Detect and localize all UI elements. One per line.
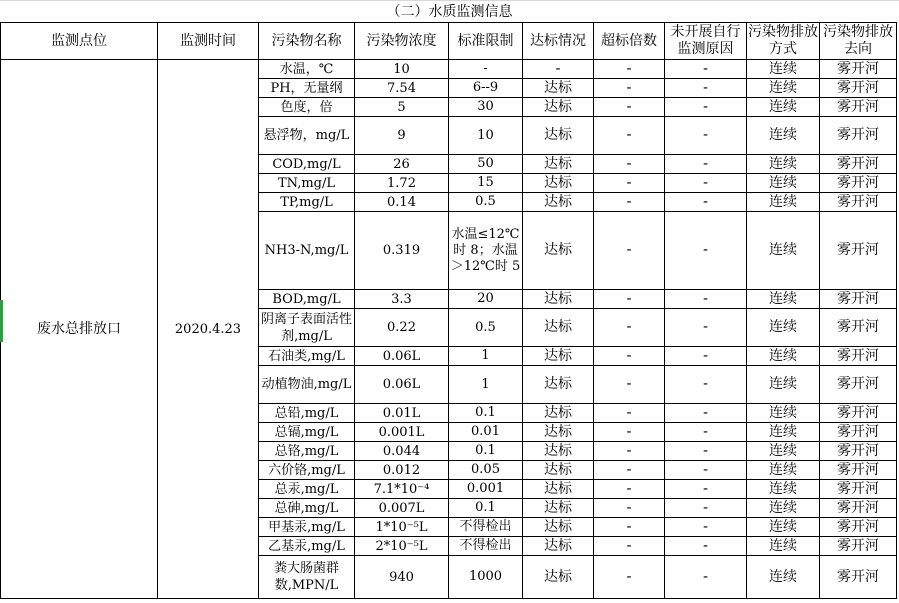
exceed-cell: - [594,518,665,537]
mode-cell: 连续 [747,423,820,442]
destination-cell: 雾开河 [820,212,897,290]
limit-cell: 6--9 [449,79,523,98]
concentration-cell: 0.14 [355,193,449,212]
compliance-cell: 达标 [523,537,594,556]
concentration-cell: 7.54 [355,79,449,98]
pollutant-name-cell: 石油类,mg/L [259,347,355,366]
reason-cell: - [665,98,747,117]
destination-cell: 雾开河 [820,518,897,537]
concentration-cell: 0.012 [355,461,449,480]
concentration-cell: 9 [355,117,449,155]
pollutant-name-cell: 悬浮物，mg/L [259,117,355,155]
exceed-cell: - [594,290,665,309]
reason-cell: - [665,499,747,518]
exceed-cell: - [594,499,665,518]
col-mode: 污染物排放方式 [747,23,820,60]
destination-cell: 雾开河 [820,480,897,499]
limit-cell: 水温≤12℃时 8；水温＞12℃时 5 [449,212,523,290]
pollutant-name-cell: 水温，℃ [259,60,355,79]
destination-cell: 雾开河 [820,309,897,347]
col-pollutant: 污染物名称 [259,23,355,60]
mode-cell: 连续 [747,79,820,98]
limit-cell: 30 [449,98,523,117]
destination-cell: 雾开河 [820,117,897,155]
destination-cell: 雾开河 [820,366,897,404]
limit-cell: 0.5 [449,309,523,347]
compliance-cell: 达标 [523,461,594,480]
reason-cell: - [665,309,747,347]
limit-cell: 1000 [449,556,523,599]
pollutant-name-cell: 乙基汞,mg/L [259,537,355,556]
concentration-cell: 5 [355,98,449,117]
limit-cell: 20 [449,290,523,309]
mode-cell: 连续 [747,499,820,518]
exceed-cell: - [594,480,665,499]
destination-cell: 雾开河 [820,423,897,442]
mode-cell: 连续 [747,347,820,366]
col-dest: 污染物排放去向 [820,23,897,60]
col-exceed: 超标倍数 [594,23,665,60]
mode-cell: 连续 [747,290,820,309]
destination-cell: 雾开河 [820,404,897,423]
reason-cell: - [665,442,747,461]
pollutant-name-cell: 总铬,mg/L [259,442,355,461]
concentration-cell: 0.007L [355,499,449,518]
mode-cell: 连续 [747,155,820,174]
exceed-cell: - [594,442,665,461]
reason-cell: - [665,290,747,309]
exceed-cell: - [594,366,665,404]
mode-cell: 连续 [747,174,820,193]
reason-cell: - [665,174,747,193]
destination-cell: 雾开河 [820,60,897,79]
exceed-cell: - [594,309,665,347]
reason-cell: - [665,537,747,556]
concentration-cell: 1*10⁻⁵L [355,518,449,537]
compliance-cell: 达标 [523,404,594,423]
limit-cell: 50 [449,155,523,174]
compliance-cell: 达标 [523,98,594,117]
exceed-cell: - [594,423,665,442]
destination-cell: 雾开河 [820,442,897,461]
limit-cell: - [449,60,523,79]
mode-cell: 连续 [747,212,820,290]
compliance-cell: 达标 [523,155,594,174]
exceed-cell: - [594,212,665,290]
concentration-cell: 3.3 [355,290,449,309]
pollutant-name-cell: BOD,mg/L [259,290,355,309]
concentration-cell: 7.1*10⁻⁴ [355,480,449,499]
top-border [0,0,899,1]
exceed-cell: - [594,79,665,98]
col-concentration: 污染物浓度 [355,23,449,60]
mode-cell: 连续 [747,537,820,556]
table-row [1,60,897,79]
compliance-cell: 达标 [523,79,594,98]
pollutant-name-cell: 总铅,mg/L [259,404,355,423]
concentration-cell: 0.22 [355,309,449,347]
compliance-cell: 达标 [523,499,594,518]
destination-cell: 雾开河 [820,556,897,599]
exceed-cell: - [594,174,665,193]
limit-cell: 10 [449,117,523,155]
reason-cell: - [665,155,747,174]
compliance-cell: 达标 [523,423,594,442]
reason-cell: - [665,117,747,155]
pollutant-name-cell: 阴离子表面活性剂,mg/L [259,309,355,347]
limit-cell: 0.1 [449,404,523,423]
mode-cell: 连续 [747,404,820,423]
reason-cell: - [665,79,747,98]
compliance-cell: 达标 [523,556,594,599]
compliance-cell: 达标 [523,212,594,290]
concentration-cell: 0.001L [355,423,449,442]
compliance-cell: 达标 [523,347,594,366]
compliance-cell: 达标 [523,174,594,193]
col-compliance: 达标情况 [523,23,594,60]
exceed-cell: - [594,155,665,174]
destination-cell: 雾开河 [820,499,897,518]
pollutant-name-cell: 色度，倍 [259,98,355,117]
location-cell: 废水总排放口 [1,60,158,599]
destination-cell: 雾开河 [820,193,897,212]
destination-cell: 雾开河 [820,155,897,174]
mode-cell: 连续 [747,309,820,347]
col-limit: 标准限制 [449,23,523,60]
limit-cell: 1 [449,366,523,404]
exceed-cell: - [594,556,665,599]
compliance-cell: 达标 [523,117,594,155]
pollutant-name-cell: NH3-N,mg/L [259,212,355,290]
compliance-cell: 达标 [523,290,594,309]
compliance-cell: 达标 [523,193,594,212]
pollutant-name-cell: 甲基汞,mg/L [259,518,355,537]
exceed-cell: - [594,60,665,79]
limit-cell: 0.01 [449,423,523,442]
concentration-cell: 26 [355,155,449,174]
concentration-cell: 0.01L [355,404,449,423]
concentration-cell: 2*10⁻⁵L [355,537,449,556]
pollutant-name-cell: 六价铬,mg/L [259,461,355,480]
destination-cell: 雾开河 [820,537,897,556]
reason-cell: - [665,461,747,480]
pollutant-name-cell: TN,mg/L [259,174,355,193]
mode-cell: 连续 [747,60,820,79]
concentration-cell: 0.044 [355,442,449,461]
exceed-cell: - [594,117,665,155]
pollutant-name-cell: 动植物油,mg/L [259,366,355,404]
compliance-cell: 达标 [523,366,594,404]
destination-cell: 雾开河 [820,174,897,193]
destination-cell: 雾开河 [820,79,897,98]
limit-cell: 0.05 [449,461,523,480]
concentration-cell: 940 [355,556,449,599]
limit-cell: 0.1 [449,499,523,518]
mode-cell: 连续 [747,461,820,480]
reason-cell: - [665,518,747,537]
destination-cell: 雾开河 [820,290,897,309]
reason-cell: - [665,556,747,599]
pollutant-name-cell: 总砷,mg/L [259,499,355,518]
selection-marker [0,300,3,342]
concentration-cell: 0.06L [355,347,449,366]
mode-cell: 连续 [747,518,820,537]
exceed-cell: - [594,537,665,556]
pollutant-name-cell: 粪大肠菌群数,MPN/L [259,556,355,599]
mode-cell: 连续 [747,98,820,117]
exceed-cell: - [594,347,665,366]
pollutant-name-cell: 总镉,mg/L [259,423,355,442]
water-monitoring-table [0,22,897,599]
mode-cell: 连续 [747,117,820,155]
reason-cell: - [665,212,747,290]
date-cell: 2020.4.23 [158,60,259,599]
col-location: 监测点位 [1,23,158,60]
reason-cell: - [665,193,747,212]
destination-cell: 雾开河 [820,98,897,117]
reason-cell: - [665,404,747,423]
pollutant-name-cell: TP,mg/L [259,193,355,212]
reason-cell: - [665,60,747,79]
reason-cell: - [665,366,747,404]
mode-cell: 连续 [747,556,820,599]
col-time: 监测时间 [158,23,259,60]
header-row [1,23,897,60]
mode-cell: 连续 [747,193,820,212]
limit-cell: 不得检出 [449,518,523,537]
compliance-cell: 达标 [523,480,594,499]
limit-cell: 0.5 [449,193,523,212]
pollutant-name-cell: PH，无量纲 [259,79,355,98]
reason-cell: - [665,347,747,366]
compliance-cell: 达标 [523,309,594,347]
mode-cell: 连续 [747,366,820,404]
pollutant-name-cell: 总汞,mg/L [259,480,355,499]
pollutant-name-cell: COD,mg/L [259,155,355,174]
exceed-cell: - [594,98,665,117]
col-reason: 未开展自行监测原因 [665,23,747,60]
destination-cell: 雾开河 [820,347,897,366]
mode-cell: 连续 [747,480,820,499]
limit-cell: 0.1 [449,442,523,461]
concentration-cell: 1.72 [355,174,449,193]
limit-cell: 0.001 [449,480,523,499]
compliance-cell: - [523,60,594,79]
exceed-cell: - [594,404,665,423]
section-title: （二）水质监测信息 [386,4,513,20]
concentration-cell: 0.319 [355,212,449,290]
destination-cell: 雾开河 [820,461,897,480]
limit-cell: 15 [449,174,523,193]
exceed-cell: - [594,193,665,212]
limit-cell: 1 [449,347,523,366]
reason-cell: - [665,423,747,442]
reason-cell: - [665,480,747,499]
concentration-cell: 0.06L [355,366,449,404]
compliance-cell: 达标 [523,442,594,461]
limit-cell: 不得检出 [449,537,523,556]
exceed-cell: - [594,461,665,480]
mode-cell: 连续 [747,442,820,461]
concentration-cell: 10 [355,60,449,79]
compliance-cell: 达标 [523,518,594,537]
